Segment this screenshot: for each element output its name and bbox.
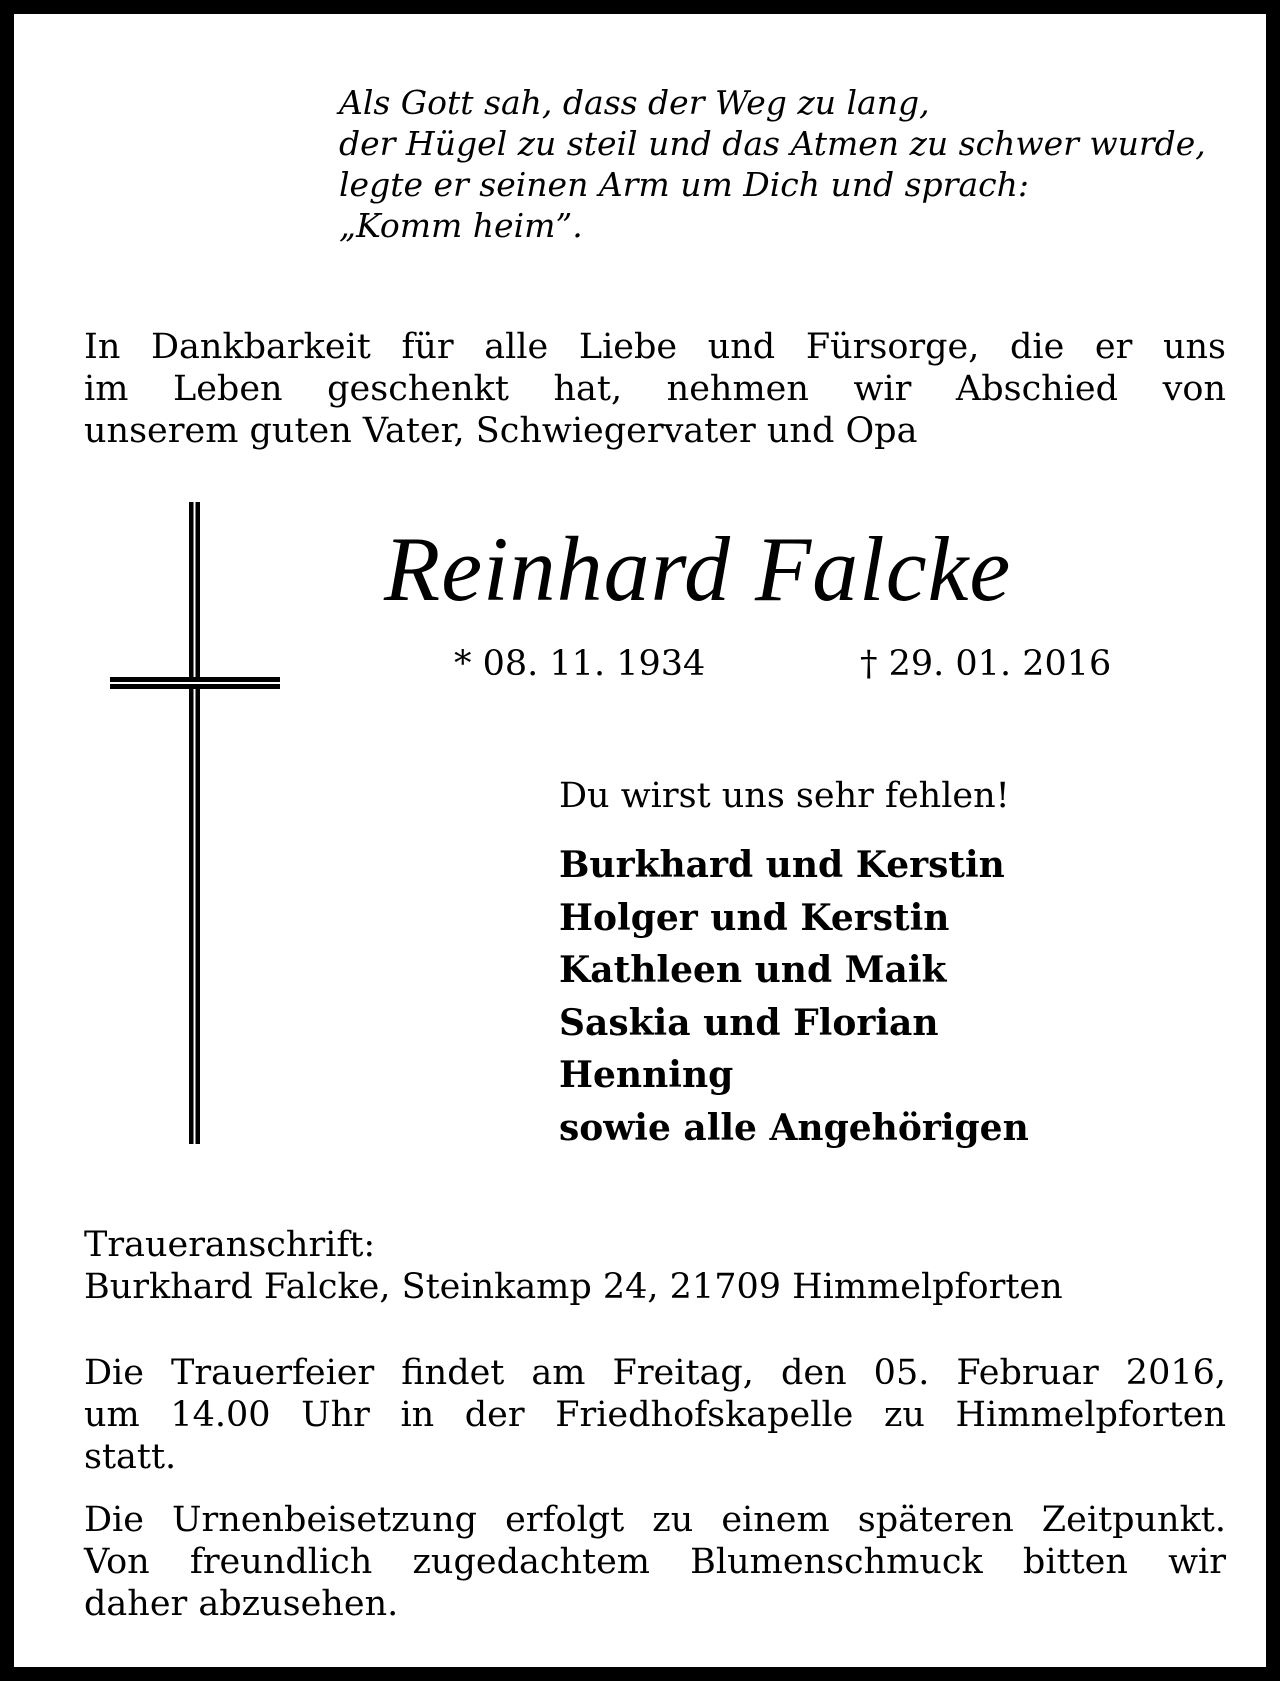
urn-burial-paragraph (84, 1499, 1226, 1625)
mourners-list (559, 839, 1029, 1154)
mourner-name: Holger und Kerstin (559, 896, 950, 939)
intro-line: unserem guten Vater, Schwiegervater und Opa (84, 411, 918, 451)
urn-line: Von freundlich zugedachtem Blumenschmuck bitten wir (84, 1542, 1226, 1582)
mourner-name: Henning (559, 1054, 734, 1096)
urn-line: daher abzusehen. (84, 1584, 399, 1624)
poem-line: der Hügel zu steil und das Atmen zu schwer wurde, (339, 124, 1206, 163)
poem-line: Als Gott sah, dass der Weg zu lang, (339, 83, 930, 122)
ceremony-line: statt. (84, 1437, 177, 1477)
intro-line: In Dankbarkeit für alle Liebe und Fürsorge, die er uns (84, 327, 1226, 367)
death-date: † 29. 01. 2016 (860, 644, 1112, 684)
poem (339, 82, 1206, 246)
mourner-name: sowie alle Angehörigen (559, 1106, 1029, 1149)
cross-icon (110, 502, 280, 1144)
farewell-text: Du wirst uns sehr fehlen! (559, 776, 1010, 816)
poem-line: legte er seinen Arm um Dich und sprach: (339, 165, 1029, 204)
intro-paragraph (84, 326, 1226, 452)
mourning-address-label: Traueranschrift: (84, 1225, 376, 1265)
ceremony-line: um 14.00 Uhr in der Friedhofskapelle zu Himmelpforten (84, 1395, 1226, 1435)
ceremony-line: Die Trauerfeier findet am Freitag, den 05. Februar 2016, (84, 1353, 1226, 1393)
mourner-name: Burkhard und Kerstin (559, 844, 1005, 886)
mourner-name: Saskia und Florian (559, 1001, 939, 1044)
mourning-address (84, 1224, 1063, 1308)
mourner-name: Kathleen und Maik (559, 949, 947, 991)
intro-line: im Leben geschenkt hat, nehmen wir Abschied von (84, 369, 1226, 409)
urn-line: Die Urnenbeisetzung erfolgt zu einem späteren Zeitpunkt. (84, 1500, 1226, 1540)
deceased-name: Reinhard Falcke (384, 518, 1012, 620)
mourning-address-value: Burkhard Falcke, Steinkamp 24, 21709 Himmelpforten (84, 1267, 1063, 1307)
poem-line: „Komm heim”. (339, 206, 583, 245)
birth-date: * 08. 11. 1934 (454, 644, 706, 684)
ceremony-paragraph (84, 1352, 1226, 1478)
